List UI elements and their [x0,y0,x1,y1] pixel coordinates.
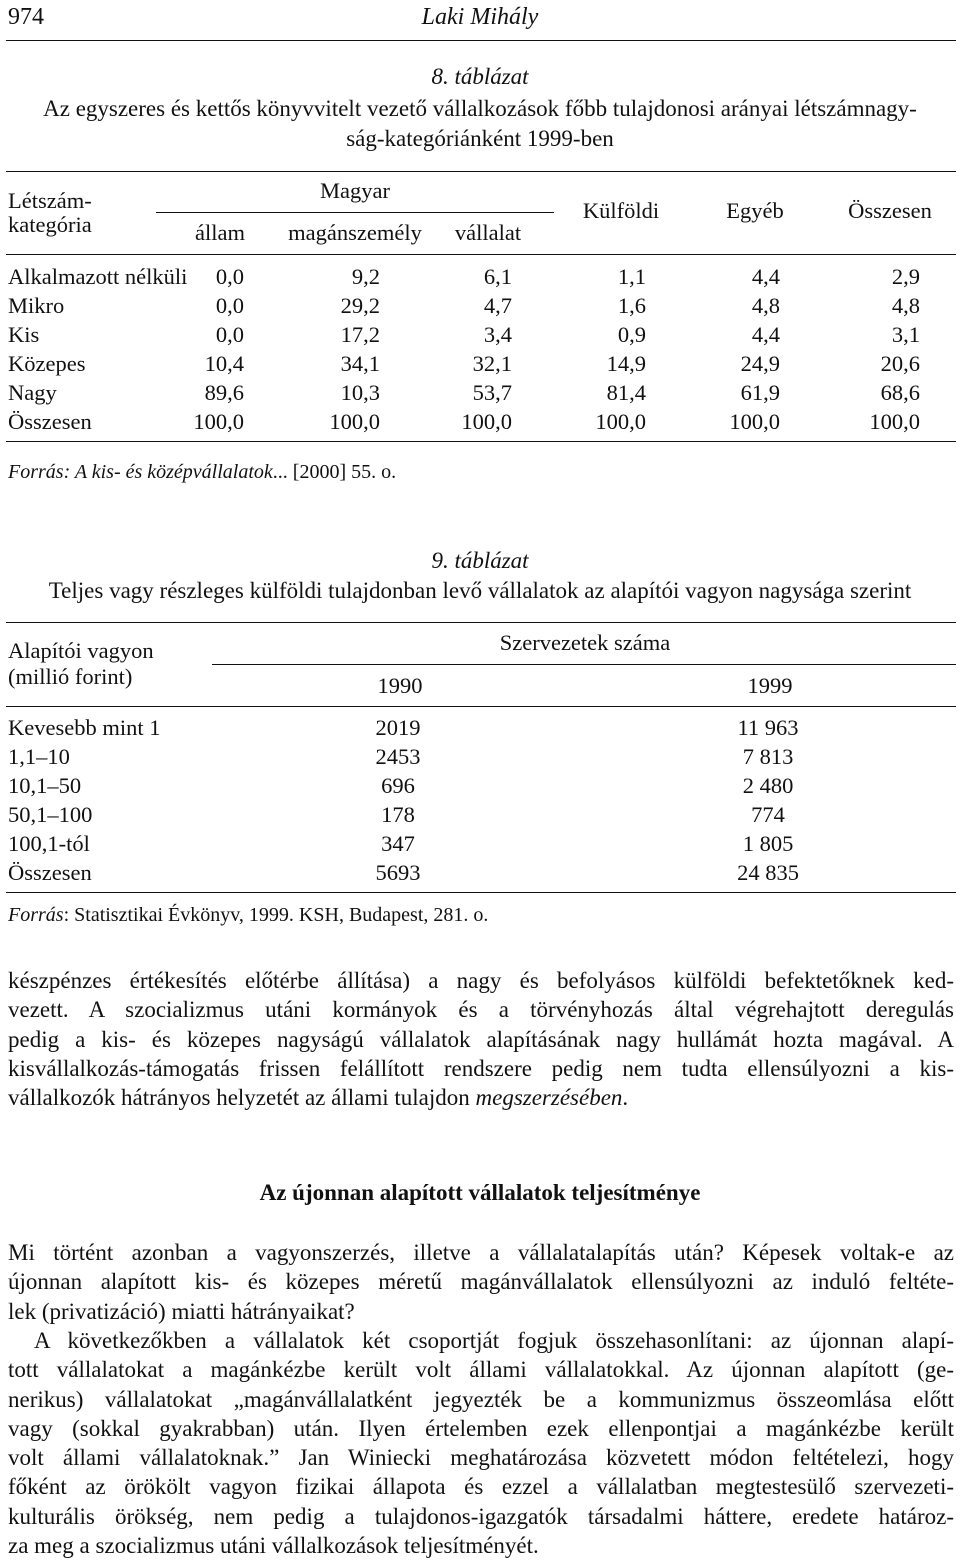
table-8-group-header-magyar: Magyar [320,178,390,203]
table-9-row-label: Összesen [8,860,92,885]
table-8-cell: 100,0 [461,409,512,434]
table-9-bottom-rule [6,892,956,893]
table-9-cell: 2453 [375,744,421,769]
table-8-cell: 53,7 [472,380,512,405]
table-9-cell: 2019 [375,715,421,740]
body-paragraph-1 [8,966,954,1112]
table-8-title-line-1: Az egyszeres és kettős könyvvitelt vezető vállalkozások főbb tulajdonosi arányai létszámnagy- [43,96,917,121]
table-8-cell: 1,1 [617,264,646,289]
text-line: volt állami vállalatoknak.” Jan Winiecki meghatározása közvetett módon feltételezi, hogy [8,1445,954,1471]
table-9-cell: 7 813 [742,744,794,769]
table-8-cell: 0,0 [215,322,244,347]
table-9-source [8,904,488,927]
text-line: vagy (sokkal gyakrabban) után. Ilyen értelemben ezek ellenpontjai a magánkézbe került [8,1415,954,1441]
table-8-cell: 24,9 [740,351,780,376]
table-8-source-detail: ... [2000] 55. o. [272,461,397,483]
table-8-cell: 14,9 [606,351,646,376]
text-line: lek (privatizáció) miatti hátrányaikat? [8,1298,355,1324]
table-9-header-rule [6,706,956,707]
table-9-col-1999: 1999 [747,673,793,698]
text-line: kisvállalkozás-támogatás frissen felállított rendszere pedig nem tudta ellensúlyozni a kis- [8,1055,954,1081]
table-9-source-label: Forrás [8,904,64,926]
table-8-group-rule [156,212,554,213]
table-9-source-detail: : Statisztikai Évkönyv, 1999. KSH, Budapest, 281. o. [63,904,489,926]
running-head: Laki Mihály [421,4,539,30]
table-8-col-kulfoldi: Külföldi [582,198,660,223]
table-9-row-label: Kevesebb mint 1 [8,715,161,740]
table-9-title: Teljes vagy részleges külföldi tulajdonban levő vállalatok az alapítói vagyon nagysága szerint [48,578,912,603]
table-8-cell: 2,9 [891,264,920,289]
table-8-cell: 32,1 [472,351,512,376]
text-line: újonnan alapított kis- és közepes méretű magánvállalatok ellensúlyozni az induló feltéte- [8,1269,954,1295]
table-8-cell: 89,6 [204,380,244,405]
table-8-row-label: Mikro [8,293,65,318]
text-run: vállalkozók hátrányos helyzetét az állami tulajdon [8,1085,476,1111]
table-9-top-rule [6,622,956,623]
table-8-col-egyeb: Egyéb [726,198,784,223]
emphasized-text: megszerzésében [475,1085,623,1111]
table-9-cell: 5693 [375,860,421,885]
text-line: za meg a szocializmus utáni vállalkozások teljesítményét. [8,1533,539,1559]
table-8-cell: 20,6 [880,351,920,376]
table-8-source-reference: Forrás: A kis- és középvállalatok [8,461,273,483]
table-8-caption: 8. táblázat [431,64,529,89]
table-9-caption: 9. táblázat [431,548,529,573]
table-8-cell: 10,4 [204,351,244,376]
text-line: vezett. A szocializmus utáni kormányok és a törvényhozás által végrehajtott deregulás [8,997,954,1023]
table-9-cell: 1 805 [742,831,794,856]
text-run: . [622,1085,629,1111]
table-8-cell: 17,2 [340,322,380,347]
table-9-row-label-header-line-2: (millió forint) [8,664,133,689]
table-8-cell: 9,2 [351,264,380,289]
table-8-cell: 0,0 [215,293,244,318]
text-line: főként az örökölt vagyon fizikai állapota és ezzel a vállalatban megtestesülő szervezeti- [8,1474,954,1500]
text-line: pedig a kis- és közepes nagyságú vállalatok alapításának nagy hullámát hozta magával. A [8,1026,954,1052]
table-8-row-label: Nagy [8,380,57,405]
text-line: kulturális örökség, nem pedig a tulajdonos-igazgatók társadalmi háttere, eredete határoz- [8,1503,954,1529]
text-line: nerikus) vállalatokat „magánvállalatként jegyezték be a kommunizmus összeomlása előtt [8,1386,954,1412]
table-8-col-maganszemely: magánszemély [288,220,422,245]
table-8-header-rule [6,254,956,255]
table-8-cell: 1,6 [617,293,646,318]
text-line: készpénzes értékesítés előtérbe állítása) a nagy és befolyásos külföldi befektetőknek ked- [8,968,954,993]
table-8-cell: 0,9 [617,322,646,347]
table-8-cell: 4,4 [751,264,780,289]
table-8-cell: 100,0 [193,409,244,434]
table-9-row-label: 50,1–100 [8,802,93,827]
table-8-cell: 100,0 [869,409,920,434]
table-8-cell: 68,6 [880,380,920,405]
table-9-cell: 696 [381,773,415,798]
table-8-col-allam: állam [195,220,245,245]
table-9-cell: 774 [751,802,785,827]
page-number: 974 [8,4,44,30]
table-9-row-label: 100,1-tól [8,831,90,856]
text-line: tott vállalatokat a magánkézbe került volt állami vállalatokkal. Az újonnan alapított (ge- [8,1357,954,1383]
table-8-row-label: Közepes [8,351,86,376]
table-8-cell: 61,9 [740,380,780,405]
body-paragraph-2 [8,1238,954,1326]
table-9-group-header: Szervezetek száma [499,630,671,655]
table-9-group-rule [212,664,956,665]
table-8-title-line-2: ság-kategóriánként 1999-ben [346,126,614,151]
table-8-cell: 100,0 [595,409,646,434]
table-9-row-label: 10,1–50 [8,773,82,798]
table-8-cell: 4,8 [891,293,920,318]
table-8-cell: 81,4 [606,380,646,405]
table-8-cell: 6,1 [483,264,512,289]
table-9-row-label-header-line-1: Alapítói vagyon [8,638,154,663]
table-9-cell: 11 963 [737,715,799,740]
text-line [8,1083,954,1112]
table-8-cell: 4,7 [483,293,512,318]
table-8-row-label: Kis [8,322,40,347]
table-8-cell: 3,4 [483,322,512,347]
table-8-cell: 10,3 [340,380,380,405]
table-8-cell: 29,2 [340,293,380,318]
table-8-cell: 34,1 [340,351,380,376]
table-8-source [8,461,396,484]
table-8-cell: 4,4 [751,322,780,347]
table-9-cell: 2 480 [742,773,794,798]
text-line: A következőkben a vállalatok két csoportját fogjuk összehasonlítani: az újonnan alapí- [34,1328,954,1353]
table-8-row-label: Összesen [8,409,92,434]
section-heading: Az újonnan alapított vállalatok teljesítménye [259,1180,701,1205]
table-8-row-label-header-line-2: kategória [8,212,92,237]
table-8-row-label: Alkalmazott nélküli [8,264,188,289]
table-8-cell: 100,0 [329,409,380,434]
table-8-top-rule [6,171,956,172]
table-8-col-osszesen: Összesen [848,198,932,223]
table-8-col-vallalat: vállalat [454,220,522,245]
body-paragraph-3 [8,1326,954,1560]
table-8-cell: 100,0 [729,409,780,434]
text-line: Mi történt azonban a vagyonszerzés, illetve a vállalatalapítás után? Képesek voltak-e az [8,1240,954,1265]
table-9-cell: 24 835 [737,860,799,885]
table-9-row-label: 1,1–10 [8,744,70,769]
table-9-cell: 347 [381,831,415,856]
table-8-cell: 0,0 [215,264,244,289]
table-8-cell: 3,1 [891,322,920,347]
table-9-col-1990: 1990 [377,673,423,698]
table-8-cell: 4,8 [751,293,780,318]
table-9-cell: 178 [381,802,415,827]
table-8-bottom-rule [6,441,956,442]
header-rule [6,40,956,41]
table-8-row-label-header-line-1: Létszám- [8,188,92,213]
